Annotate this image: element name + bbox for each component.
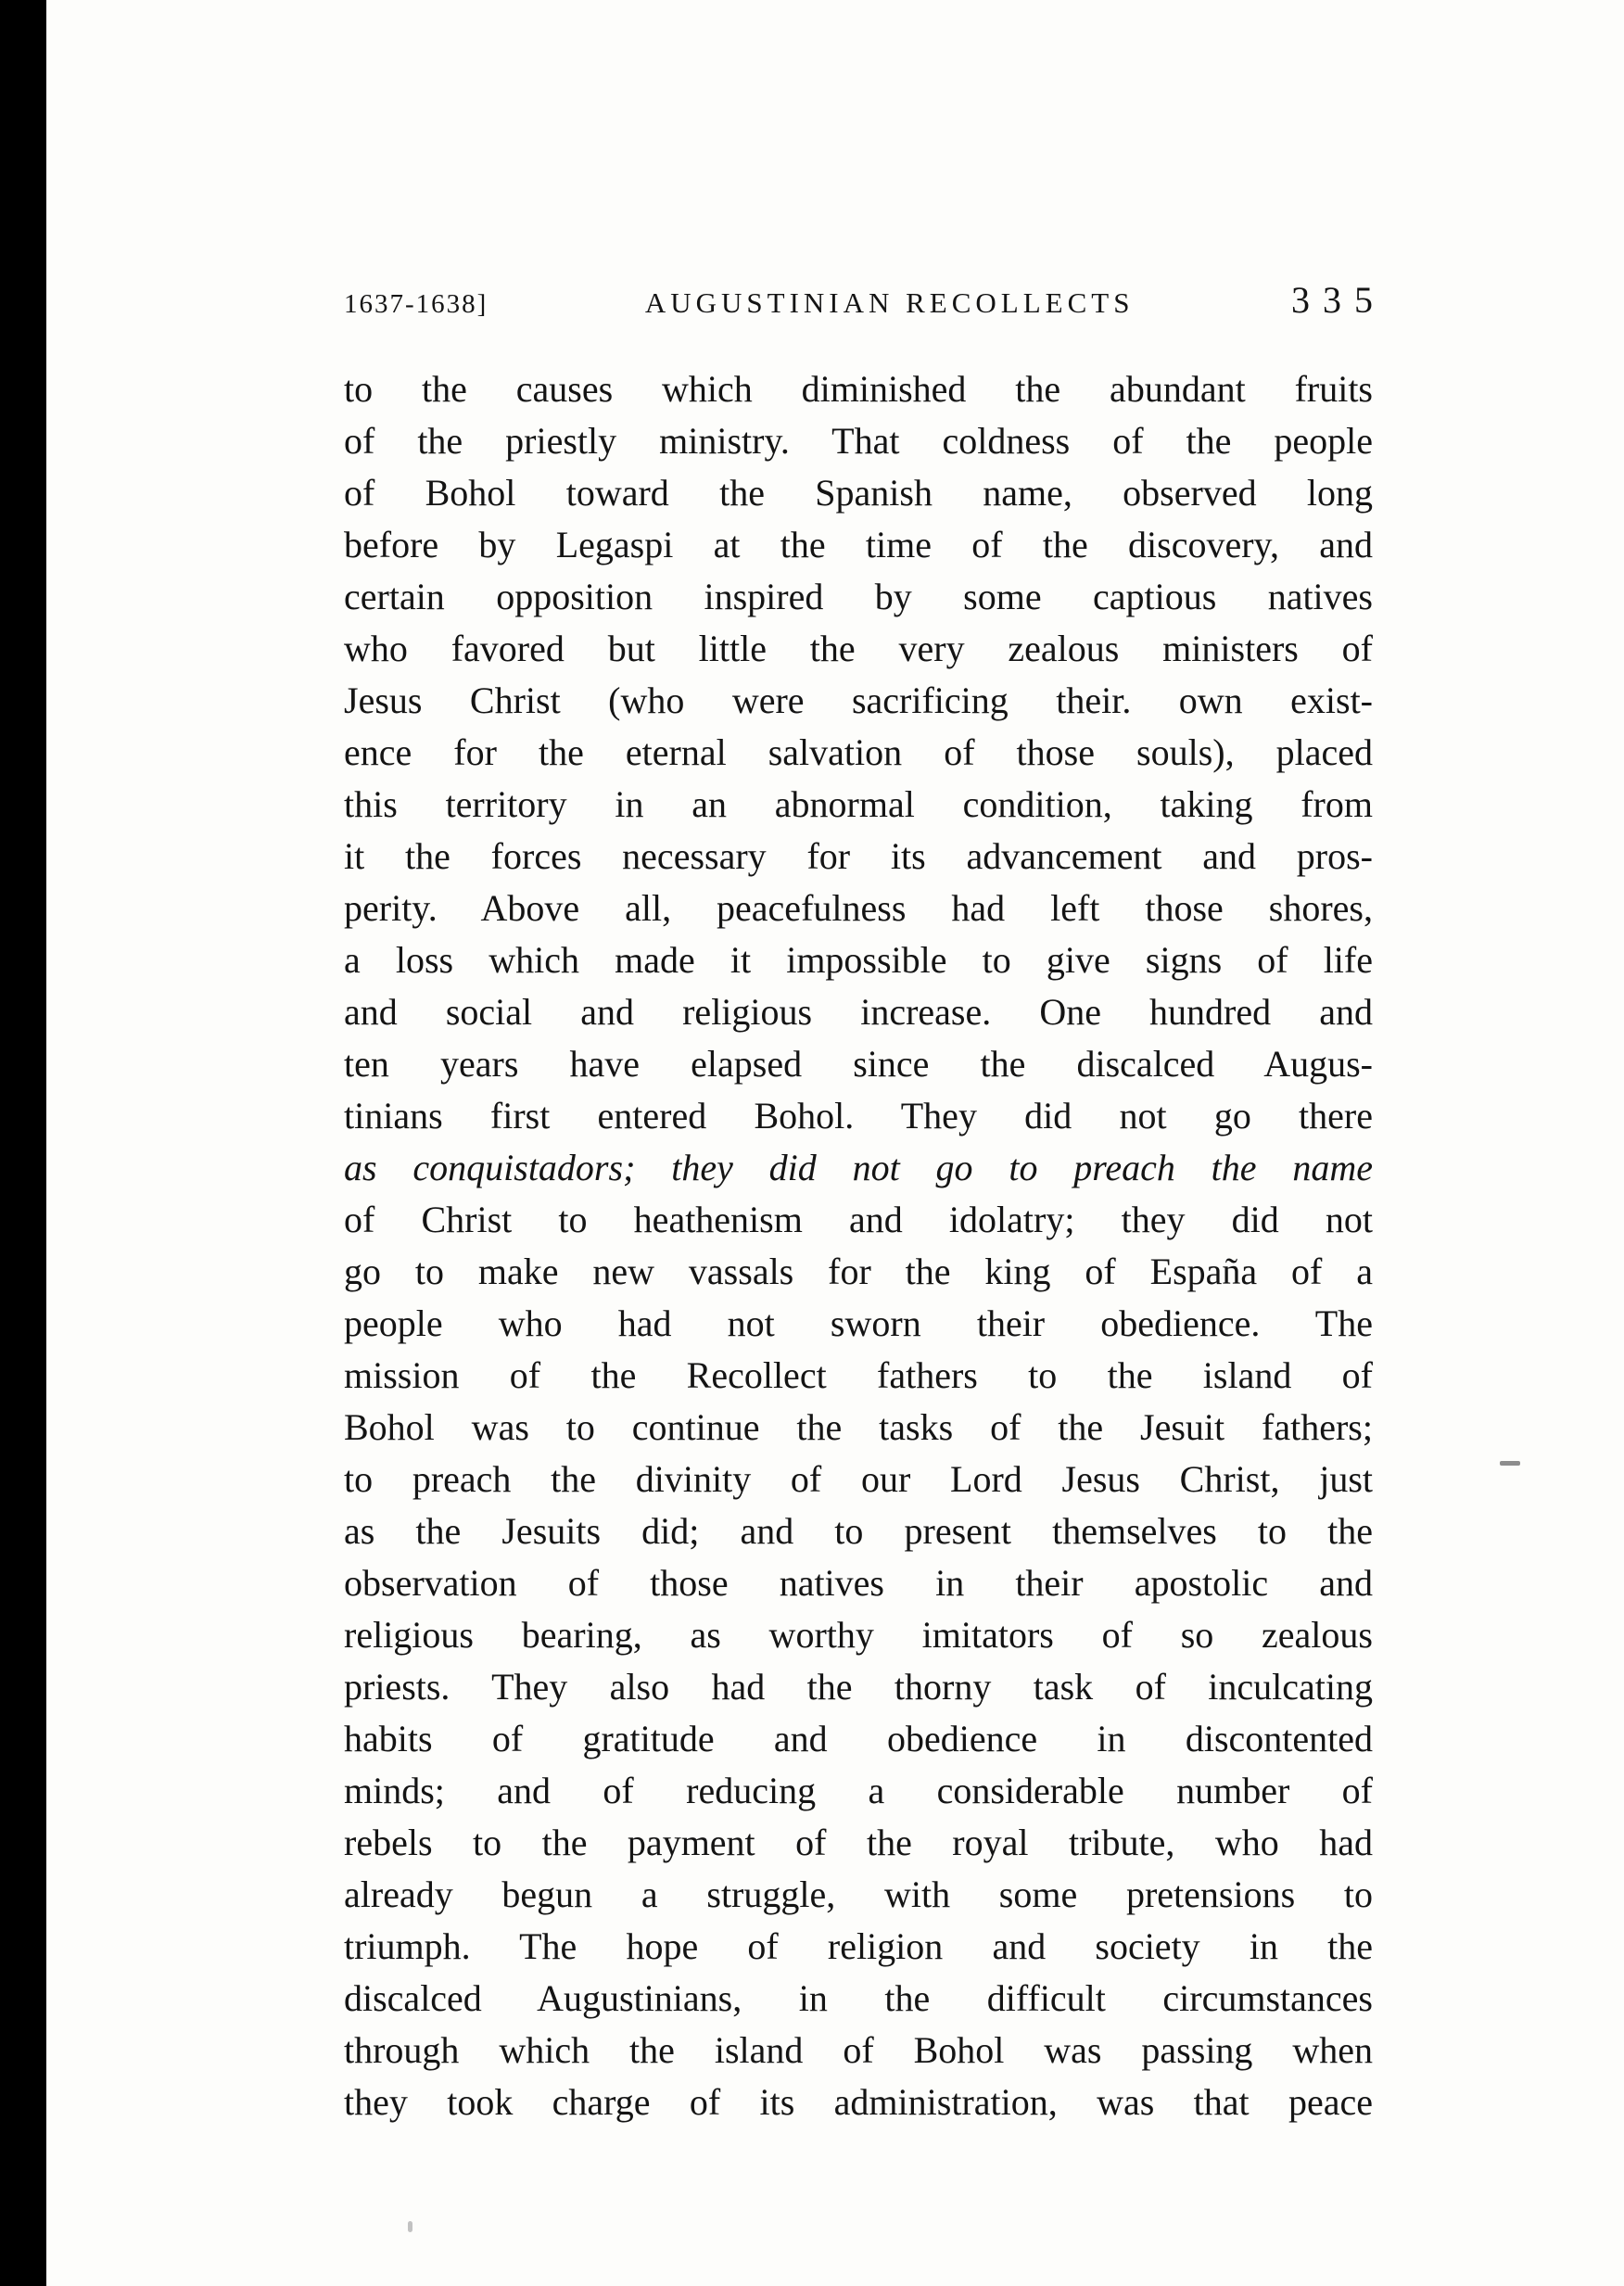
page-header — [344, 278, 1386, 321]
text-line: of Bohol toward the Spanish name, observed long — [344, 472, 1373, 514]
scan-artifact-dot — [408, 2221, 412, 2232]
text-line: to the causes which diminished the abundant fruits — [344, 368, 1373, 410]
header-title: AUGUSTINIAN RECOLLECTS — [644, 286, 1135, 319]
text-line: rebels to the payment of the royal tribute, who had — [344, 1822, 1373, 1863]
text-line: observation of those natives in their apostolic and — [344, 1562, 1373, 1604]
text-line: people who had not sworn their obedience. The — [344, 1302, 1373, 1344]
text-line: of Christ to heathenism and idolatry; they did not — [344, 1199, 1373, 1240]
text-line: tinians first entered Bohol. They did not go there — [344, 1095, 1373, 1137]
text-line: before by Legaspi at the time of the discovery, and — [344, 524, 1373, 565]
scan-artifact-dash — [1500, 1461, 1520, 1466]
text-line: triumph. The hope of religion and society in the — [344, 1925, 1373, 1967]
text-line: ten years have elapsed since the discalced Augus- — [344, 1043, 1373, 1085]
text-line: as conquistadors; they did not go to preach the name — [344, 1147, 1373, 1188]
text-line: discalced Augustinians, in the difficult circumstances — [344, 1977, 1373, 2019]
scan-edge-strip — [0, 0, 46, 2286]
text-line: this territory in an abnormal condition, taking from — [344, 783, 1373, 825]
text-line: as the Jesuits did; and to present themselves to the — [344, 1510, 1373, 1552]
text-line: Bohol was to continue the tasks of the Jesuit fathers; — [344, 1406, 1373, 1448]
text-line: through which the island of Bohol was passing when — [344, 2029, 1373, 2071]
text-line: it the forces necessary for its advancement and pros- — [344, 835, 1373, 877]
text-line: priests. They also had the thorny task of inculcating — [344, 1666, 1373, 1708]
text-line: go to make new vassals for the king of España of a — [344, 1251, 1373, 1292]
text-line: of the priestly ministry. That coldness of the people — [344, 420, 1373, 462]
body-text — [344, 363, 1373, 2128]
text-line: a loss which made it impossible to give signs of life — [344, 939, 1373, 981]
text-line: mission of the Recollect fathers to the island of — [344, 1354, 1373, 1396]
text-line: already begun a struggle, with some pretensions to — [344, 1873, 1373, 1915]
text-line: who favored but little the very zealous ministers of — [344, 628, 1373, 669]
text-line: ence for the eternal salvation of those souls), placed — [344, 731, 1373, 773]
text-line: habits of gratitude and obedience in discontented — [344, 1718, 1373, 1759]
header-date-range: 1637-1638] — [344, 289, 488, 319]
text-line: minds; and of reducing a considerable number of — [344, 1770, 1373, 1811]
text-line: and social and religious increase. One hundred and — [344, 991, 1373, 1033]
page-content — [344, 278, 1386, 2128]
text-line: perity. Above all, peacefulness had left those shores, — [344, 887, 1373, 929]
header-page-number: 335 — [1291, 279, 1386, 321]
text-line: Jesus Christ (who were sacrificing their. own exist- — [344, 679, 1373, 721]
text-line: to preach the divinity of our Lord Jesus Christ, just — [344, 1458, 1373, 1500]
text-line: certain opposition inspired by some captious natives — [344, 576, 1373, 617]
text-line: they took charge of its administration, was that peace — [344, 2081, 1373, 2123]
text-line: religious bearing, as worthy imitators of so zealous — [344, 1614, 1373, 1656]
